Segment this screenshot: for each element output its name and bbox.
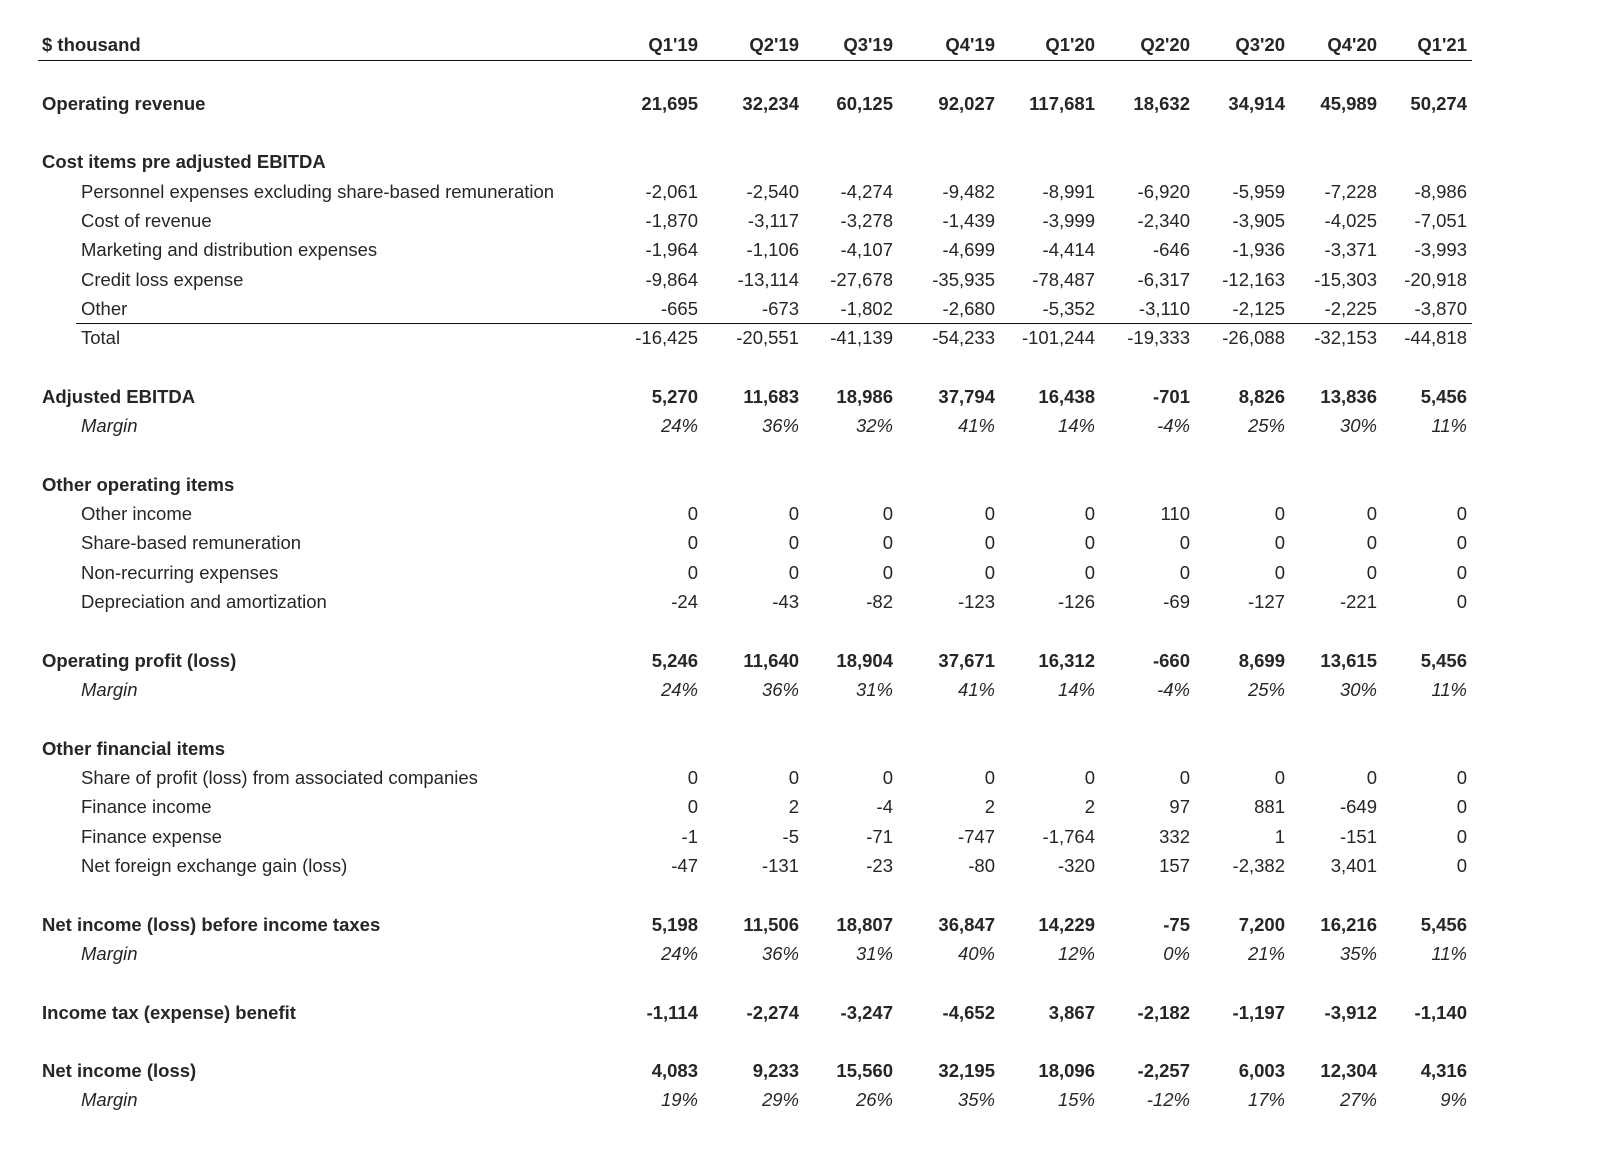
row-label: Total <box>81 327 121 348</box>
cell: -3,870 <box>1414 298 1467 319</box>
cell: 19% <box>660 1089 698 1110</box>
cell: -1,936 <box>1232 239 1285 260</box>
cell: 8,826 <box>1238 386 1285 407</box>
cell: -80 <box>968 855 995 876</box>
row-label: Other <box>81 298 128 319</box>
cell: -4% <box>1157 415 1190 436</box>
row-label: Marketing and distribution expenses <box>81 239 378 260</box>
cell: 0 <box>687 532 698 553</box>
cell: -1,140 <box>1414 1002 1467 1023</box>
cell: 14,229 <box>1038 914 1095 935</box>
cell: -126 <box>1057 591 1095 612</box>
row-label: Non-recurring expenses <box>81 562 279 583</box>
cell: 0 <box>882 532 893 553</box>
cell: 0 <box>1274 503 1285 524</box>
cell: 11% <box>1431 679 1467 700</box>
cell: 37,671 <box>938 650 995 671</box>
cell: 41% <box>957 415 995 436</box>
cell: -7,228 <box>1324 181 1377 202</box>
cell: 3,401 <box>1330 855 1377 876</box>
cell: 92,027 <box>938 93 995 114</box>
column-header: Q2'20 <box>1140 34 1190 55</box>
cell: 26% <box>855 1089 893 1110</box>
cell: 0 <box>984 562 995 583</box>
cell: 40% <box>957 943 995 964</box>
cell: -3,905 <box>1232 210 1285 231</box>
cell: 0 <box>687 503 698 524</box>
cell: -2,680 <box>942 298 995 319</box>
cell: 0 <box>1274 562 1285 583</box>
row-finance-income <box>38 792 1472 821</box>
cell: 32,195 <box>938 1060 995 1081</box>
cell: -2,182 <box>1137 1002 1190 1023</box>
row-label: Margin <box>81 679 138 700</box>
cell: 2 <box>984 796 995 817</box>
cell: 0 <box>687 796 698 817</box>
cell: 18,632 <box>1133 93 1190 114</box>
cell: 0 <box>1456 826 1467 847</box>
cell: -747 <box>957 826 995 847</box>
cell: -1,870 <box>645 210 698 231</box>
row-other-cost <box>38 294 1472 323</box>
row-net-income <box>38 1056 1472 1085</box>
cell: 36% <box>761 943 799 964</box>
row-label: Operating profit (loss) <box>42 650 237 671</box>
cell: -131 <box>761 855 799 876</box>
cell: 6,003 <box>1238 1060 1285 1081</box>
cell: -1,802 <box>840 298 893 319</box>
row-label: Income tax (expense) benefit <box>42 1002 296 1023</box>
cell: 0 <box>1366 503 1377 524</box>
cell: 37,794 <box>938 386 995 407</box>
cell: -3,110 <box>1138 298 1190 319</box>
cell: -660 <box>1152 650 1190 671</box>
cell: -2,257 <box>1137 1060 1190 1081</box>
cell: 13,836 <box>1320 386 1377 407</box>
cell: -26,088 <box>1222 327 1285 348</box>
cell: -127 <box>1247 591 1285 612</box>
cell: 36% <box>761 679 799 700</box>
cell: -12,163 <box>1222 269 1285 290</box>
cell: 0 <box>1274 532 1285 553</box>
row-label: Finance expense <box>81 826 222 847</box>
cell: 24% <box>660 415 698 436</box>
cell: -15,303 <box>1314 269 1377 290</box>
cell: 0 <box>687 562 698 583</box>
cell: -23 <box>866 855 893 876</box>
cell: 0 <box>1084 562 1095 583</box>
cell: 11% <box>1431 943 1467 964</box>
cell: -101,244 <box>1021 327 1095 348</box>
cell: -3,117 <box>747 210 799 231</box>
cell: 2 <box>788 796 799 817</box>
cell: 4,316 <box>1420 1060 1467 1081</box>
cell: -221 <box>1339 591 1377 612</box>
cell: 14% <box>1057 679 1095 700</box>
row-net-fx-gain <box>38 851 1472 880</box>
cell: 50,274 <box>1410 93 1467 114</box>
cell: 25% <box>1247 415 1285 436</box>
cell: -151 <box>1339 826 1377 847</box>
row-operating-profit <box>38 646 1472 675</box>
cell: 11,683 <box>743 386 799 407</box>
cell: 0 <box>984 503 995 524</box>
unit-label: $ thousand <box>42 34 141 55</box>
cell: 21,695 <box>641 93 698 114</box>
cell: 0 <box>1274 767 1285 788</box>
cell: -3,247 <box>840 1002 893 1023</box>
cell: -54,233 <box>932 327 995 348</box>
cell: -78,487 <box>1032 269 1095 290</box>
row-label: Share of profit (loss) from associated companies <box>81 767 478 788</box>
cell: -1,197 <box>1232 1002 1285 1023</box>
cell: -646 <box>1152 239 1190 260</box>
cell: -71 <box>866 826 893 847</box>
cell: -673 <box>761 298 799 319</box>
cell: -47 <box>671 855 698 876</box>
row-label: Share-based remuneration <box>81 532 302 553</box>
cell: 0 <box>1366 532 1377 553</box>
cell: -3,912 <box>1324 1002 1377 1023</box>
cell: 0 <box>788 767 799 788</box>
column-header: Q1'20 <box>1045 34 1095 55</box>
cell: -3,278 <box>840 210 893 231</box>
row-label: Finance income <box>81 796 212 817</box>
cell: -35,935 <box>932 269 995 290</box>
cell: 97 <box>1169 796 1190 817</box>
cell: 34,914 <box>1228 93 1285 114</box>
row-label: Margin <box>81 415 138 436</box>
cell: -12% <box>1146 1089 1190 1110</box>
column-header: Q4'19 <box>945 34 995 55</box>
cell: -1,114 <box>646 1002 698 1023</box>
cell: -1,964 <box>645 239 698 260</box>
cell: 0 <box>1179 562 1190 583</box>
cell: 117,681 <box>1029 93 1095 114</box>
cell: 36,847 <box>938 914 995 935</box>
cell: 32,234 <box>742 93 799 114</box>
row-net-income-before-tax-margin <box>38 939 1472 968</box>
cell: 12% <box>1057 943 1095 964</box>
cell: -6,920 <box>1137 181 1190 202</box>
section-title: Other financial items <box>42 738 225 759</box>
cell: 0 <box>1456 591 1467 612</box>
cell: -1,764 <box>1042 826 1095 847</box>
row-finance-expense <box>38 822 1472 851</box>
cell: 16,216 <box>1320 914 1377 935</box>
cell: -9,482 <box>942 181 995 202</box>
cell: 25% <box>1247 679 1285 700</box>
cell: 2 <box>1084 796 1095 817</box>
row-adjusted-ebitda <box>38 382 1472 411</box>
cell: 15,560 <box>836 1060 893 1081</box>
row-income-tax <box>38 998 1472 1027</box>
cell: -43 <box>772 591 799 612</box>
cell: 35% <box>957 1089 995 1110</box>
cell: 0 <box>1456 532 1467 553</box>
cell: -4,025 <box>1324 210 1377 231</box>
column-header: Q1'21 <box>1417 34 1467 55</box>
cell: 0 <box>1456 562 1467 583</box>
cell: 45,989 <box>1320 93 1377 114</box>
cell: 30% <box>1339 415 1377 436</box>
cell: -44,818 <box>1404 327 1467 348</box>
cell: -20,551 <box>736 327 799 348</box>
cell: 5,456 <box>1420 650 1467 671</box>
cell: 17% <box>1247 1089 1285 1110</box>
table-header-row <box>38 30 1472 61</box>
row-operating-profit-margin <box>38 675 1472 704</box>
cell: -3,993 <box>1414 239 1467 260</box>
row-net-income-before-tax <box>38 910 1472 939</box>
column-header: Q2'19 <box>749 34 799 55</box>
cell: -20,918 <box>1404 269 1467 290</box>
row-share-based-remuneration <box>38 528 1472 557</box>
row-label: Cost of revenue <box>81 210 212 231</box>
cell: -4,699 <box>942 239 995 260</box>
cell: -2,274 <box>746 1002 799 1023</box>
cell: -8,986 <box>1414 181 1467 202</box>
cell: 5,456 <box>1420 914 1467 935</box>
cell: -19,333 <box>1127 327 1190 348</box>
section-header-other-operating <box>38 470 1472 499</box>
cell: 0 <box>1456 503 1467 524</box>
cell: 0 <box>882 562 893 583</box>
row-label: Net income (loss) <box>42 1060 197 1081</box>
cell: 0 <box>984 532 995 553</box>
cell: 0 <box>1084 767 1095 788</box>
cell: 0 <box>882 503 893 524</box>
row-label: Net foreign exchange gain (loss) <box>81 855 348 876</box>
cell: -2,382 <box>1232 855 1285 876</box>
cell: -7,051 <box>1414 210 1467 231</box>
row-non-recurring-expenses <box>38 558 1472 587</box>
cell: -1 <box>681 826 698 847</box>
cell: 18,904 <box>836 650 893 671</box>
cell: -3,999 <box>1042 210 1095 231</box>
cell: 3,867 <box>1048 1002 1095 1023</box>
cell: -2,061 <box>645 181 698 202</box>
cell: 14% <box>1057 415 1095 436</box>
cell: 12,304 <box>1320 1060 1377 1081</box>
cell: 36% <box>761 415 799 436</box>
cell: -5,959 <box>1232 181 1285 202</box>
row-credit-loss <box>38 265 1472 294</box>
cell: 29% <box>761 1089 799 1110</box>
row-personnel-expenses <box>38 177 1472 206</box>
cell: -41,139 <box>830 327 893 348</box>
column-header: Q4'20 <box>1327 34 1377 55</box>
cell: 0 <box>687 767 698 788</box>
cell: 7,200 <box>1238 914 1285 935</box>
cell: -32,153 <box>1314 327 1377 348</box>
cell: -5 <box>782 826 799 847</box>
column-header: Q1'19 <box>648 34 698 55</box>
cell: -665 <box>660 298 698 319</box>
row-label: Personnel expenses excluding share-based remuneration <box>81 181 555 202</box>
cell: 31% <box>855 679 893 700</box>
row-share-of-profit-associates <box>38 763 1472 792</box>
cell: -16,425 <box>635 327 698 348</box>
cell: -69 <box>1163 591 1190 612</box>
row-label: Adjusted EBITDA <box>42 386 196 407</box>
cell: -1,106 <box>746 239 799 260</box>
cell: 21% <box>1247 943 1285 964</box>
row-other-income <box>38 499 1472 528</box>
cell: 0 <box>788 562 799 583</box>
cell: -4,274 <box>840 181 893 202</box>
cell: 0 <box>1366 562 1377 583</box>
cell: -4,414 <box>1042 239 1095 260</box>
cell: 0 <box>1456 767 1467 788</box>
cell: -27,678 <box>830 269 893 290</box>
cell: 16,438 <box>1038 386 1095 407</box>
cell: -4% <box>1157 679 1190 700</box>
cell: 60,125 <box>836 93 893 114</box>
cell: 0 <box>1366 767 1377 788</box>
cell: -82 <box>866 591 893 612</box>
cell: 16,312 <box>1038 650 1095 671</box>
cell: 11% <box>1431 415 1467 436</box>
cell: -2,125 <box>1232 298 1285 319</box>
cell: 0 <box>1179 532 1190 553</box>
cell: 0 <box>788 503 799 524</box>
cell: -6,317 <box>1137 269 1190 290</box>
cell: 1 <box>1274 826 1285 847</box>
row-net-income-margin <box>38 1085 1472 1114</box>
cell: 18,986 <box>836 386 893 407</box>
cell: 157 <box>1159 855 1190 876</box>
row-label: Net income (loss) before income taxes <box>42 914 381 935</box>
cell: 5,456 <box>1420 386 1467 407</box>
cell: 18,807 <box>836 914 893 935</box>
row-label: Depreciation and amortization <box>81 591 327 612</box>
row-label: Other income <box>81 503 193 524</box>
row-label: Margin <box>81 943 138 964</box>
cell: 0 <box>788 532 799 553</box>
section-header-cost-items <box>38 147 1472 176</box>
cell: -24 <box>671 591 698 612</box>
cell: 31% <box>855 943 893 964</box>
cell: 8,699 <box>1238 650 1285 671</box>
cell: -2,225 <box>1324 298 1377 319</box>
row-cost-of-revenue <box>38 206 1472 235</box>
cell: -3,371 <box>1324 239 1377 260</box>
section-title: Cost items pre adjusted EBITDA <box>42 151 326 172</box>
cell: 110 <box>1160 503 1190 524</box>
cell: 15% <box>1057 1089 1095 1110</box>
cell: -123 <box>957 591 995 612</box>
cell: -8,991 <box>1042 181 1095 202</box>
cell: -320 <box>1057 855 1095 876</box>
cell: 18,096 <box>1038 1060 1095 1081</box>
row-depreciation-amortization <box>38 587 1472 616</box>
cell: 5,198 <box>651 914 698 935</box>
row-operating-revenue <box>38 89 1472 118</box>
column-header: Q3'19 <box>843 34 893 55</box>
cell: 0 <box>1456 855 1467 876</box>
row-label: Operating revenue <box>42 93 206 114</box>
row-adjusted-ebitda-margin <box>38 411 1472 440</box>
cell: -2,340 <box>1137 210 1190 231</box>
cell: 0 <box>1084 532 1095 553</box>
cell: -4,107 <box>840 239 893 260</box>
cell: 332 <box>1159 826 1190 847</box>
cell: -649 <box>1339 796 1377 817</box>
cell: -9,864 <box>645 269 698 290</box>
cell: 5,270 <box>651 386 698 407</box>
cell: -2,540 <box>746 181 799 202</box>
cell: 0 <box>1456 796 1467 817</box>
cell: 30% <box>1339 679 1377 700</box>
cell: 27% <box>1339 1089 1377 1110</box>
cell: 13,615 <box>1320 650 1377 671</box>
cell: 41% <box>957 679 995 700</box>
column-header: Q3'20 <box>1235 34 1285 55</box>
cell: -4,652 <box>942 1002 995 1023</box>
section-header-other-financial <box>38 734 1472 763</box>
cell: 9% <box>1440 1089 1467 1110</box>
cell: 9,233 <box>752 1060 799 1081</box>
cell: 0 <box>984 767 995 788</box>
section-title: Other operating items <box>42 474 235 495</box>
cell: 0 <box>1179 767 1190 788</box>
row-marketing-distribution <box>38 235 1472 264</box>
row-cost-total <box>38 323 1472 352</box>
cell: 0 <box>1084 503 1095 524</box>
cell: -701 <box>1152 386 1190 407</box>
cell: -5,352 <box>1042 298 1095 319</box>
row-label: Credit loss expense <box>81 269 244 290</box>
cell: 881 <box>1254 796 1285 817</box>
cell: 0 <box>882 767 893 788</box>
cell: 0% <box>1163 943 1190 964</box>
cell: -13,114 <box>737 269 799 290</box>
cell: -1,439 <box>942 210 995 231</box>
cell: 11,640 <box>743 650 799 671</box>
cell: -4 <box>876 796 893 817</box>
cell: 35% <box>1339 943 1377 964</box>
cell: 5,246 <box>651 650 698 671</box>
cell: 11,506 <box>743 914 799 935</box>
cell: 4,083 <box>651 1060 698 1081</box>
cell: 24% <box>660 943 698 964</box>
row-label: Margin <box>81 1089 138 1110</box>
cell: -75 <box>1163 914 1190 935</box>
cell: 24% <box>660 679 698 700</box>
cell: 32% <box>855 415 893 436</box>
